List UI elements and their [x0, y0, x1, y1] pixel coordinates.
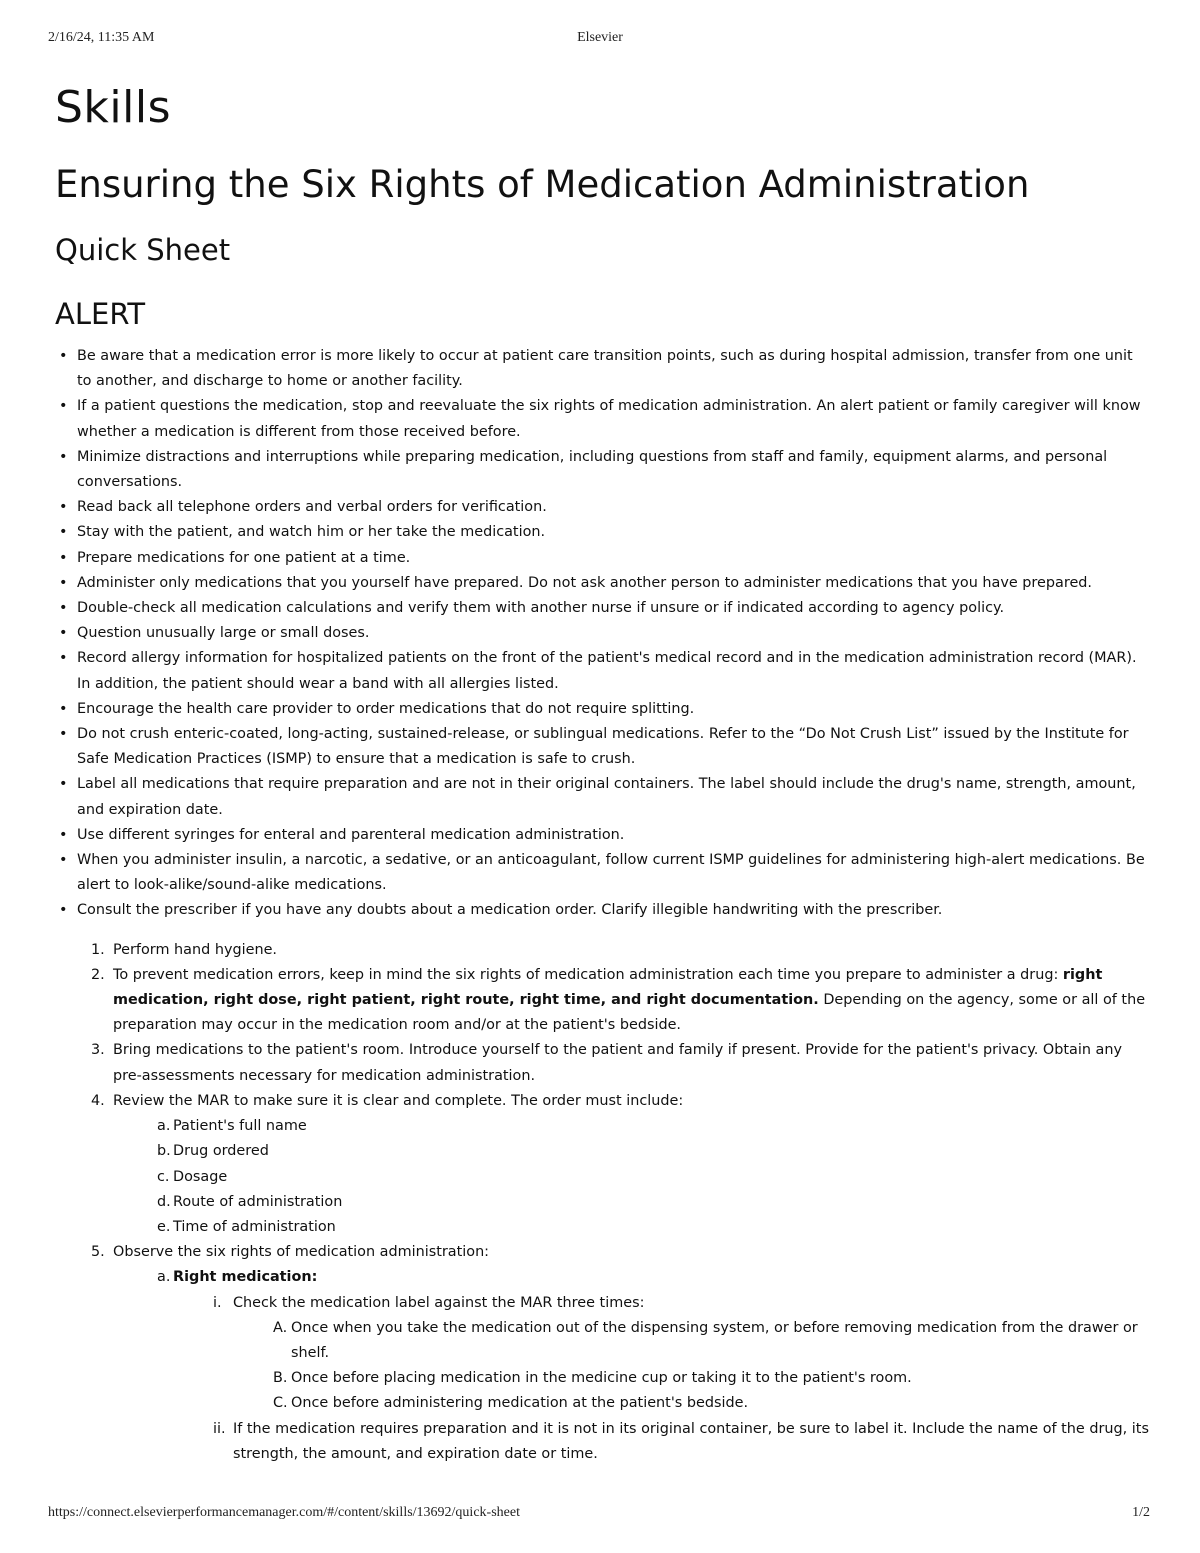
step-number: 5.: [91, 1244, 105, 1261]
step-number: 4.: [91, 1092, 105, 1109]
bullet-icon: •: [59, 776, 68, 793]
bullet-icon: •: [59, 499, 68, 516]
section-heading: Skills: [55, 82, 172, 133]
list-item: A. Once when you take the medication out of the dispensing system, or before removing medication from the drawer or shelf.: [273, 1319, 1138, 1361]
list-item: b. Drug ordered: [157, 1143, 269, 1160]
bullet-icon: •: [59, 574, 68, 591]
list-item: e. Time of administration: [157, 1218, 336, 1235]
bullet-icon: •: [59, 826, 68, 843]
bullet-icon: •: [59, 700, 68, 717]
alert-item: • Do not crush enteric-coated, long-acting, sustained-release, or sublingual medications. Refer to the “Do Not Crush List” issued by the Institute for Safe Medication Practices (ISMP) to ensure that a medication is safe to crush.: [77, 722, 1150, 772]
alert-item: • Read back all telephone orders and verbal orders for verification.: [77, 495, 1150, 520]
alert-item: • Prepare medications for one patient at a time.: [77, 546, 1150, 571]
list-item: i. Check the medication label against the MAR three times: A. Once when you take the medication out of the dispensing system, or before removing medication from the drawer or shelf. B. Once before placing medication in the medicine cup or taking it to the patient's room. C. Once before administering medication at the patient's bedside.: [173, 1291, 1150, 1417]
step-4: [55, 1089, 1150, 1240]
step-text-continued: Depending on the agency, some or all of the preparation may occur in the medication room and/or at the patient's bedside.: [113, 992, 1146, 1034]
bullet-icon: •: [59, 902, 68, 919]
alert-item: • Use different syringes for enteral and parenteral medication administration.: [77, 823, 1150, 848]
page-subtitle: Quick Sheet: [55, 233, 231, 267]
page-url: https://connect.elsevierperformancemanager.com/#/content/skills/13692/quick-sheet: [48, 1505, 520, 1520]
print-datetime: 2/16/24, 11:35 AM: [48, 30, 155, 45]
list-item: C. Once before administering medication at the patient's bedside.: [273, 1395, 749, 1412]
step-5: [55, 1240, 1150, 1467]
alert-item: • Double-check all medication calculations and verify them with another nurse if unsure or if indicated according to agency policy.: [77, 596, 1150, 621]
print-footer: [0, 1505, 1200, 1535]
bullet-icon: •: [59, 726, 68, 743]
bullet-icon: •: [59, 650, 68, 667]
list-item: a. Patient's full name: [157, 1118, 307, 1135]
step-text: Bring medications to the patient's room. Introduce yourself to the patient and family if present. Provide for the patient's privacy. Obtain any pre-assessments necessary for medication administration.: [113, 1042, 1122, 1084]
alert-item: • If a patient questions the medication, stop and reevaluate the six rights of medication administration. An alert patient or family caregiver will know whether a medication is different from those received before.: [77, 394, 1150, 444]
alert-item: • Label all medications that require preparation and are not in their original containers. The label should include the drug's name, strength, amount, and expiration date.: [77, 772, 1150, 822]
alert-item: • Stay with the patient, and watch him or her take the medication.: [77, 520, 1150, 545]
page-number: 1/2: [1132, 1505, 1150, 1520]
step-1: [55, 938, 1150, 963]
step-number: 3.: [91, 1042, 105, 1059]
alert-item: • Encourage the health care provider to order medications that do not require splitting.: [77, 697, 1150, 722]
page-title: Ensuring the Six Rights of Medication Administration: [55, 163, 1030, 206]
step-number: 2.: [91, 966, 105, 983]
alert-item: • Consult the prescriber if you have any doubts about a medication order. Clarify illegible handwriting with the prescriber.: [77, 898, 1150, 923]
bullet-icon: •: [59, 524, 68, 541]
six-rights-emphasis: right medication, right dose, right patient, right route, right time, and right documentation.: [113, 966, 1103, 1009]
list-item: ii. If the medication requires preparation and it is not in its original container, be sure to label it. Include the name of the drug, its strength, the amount, and expiration date or time.: [213, 1420, 1149, 1462]
list-item: d. Route of administration: [157, 1193, 343, 1210]
bullet-icon: •: [59, 348, 68, 364]
bullet-icon: •: [59, 852, 68, 869]
step-2: [55, 963, 1150, 1039]
alert-item: • When you administer insulin, a narcotic, a sedative, or an anticoagulant, follow current ISMP guidelines for administering high-alert medications. Be alert to look-alike/sound-alike medications.: [77, 848, 1150, 898]
alert-list: [55, 344, 1150, 924]
order-requirements: [113, 1114, 1150, 1240]
bullet-icon: •: [59, 600, 68, 617]
alert-heading: ALERT: [55, 297, 146, 331]
alert-item: • Be aware that a medication error is more likely to occur at patient care transition points, such as during hospital admission, transfer from one unit to another, and discharge to home or another facility.: [77, 344, 1150, 394]
bullet-icon: •: [59, 549, 68, 566]
bullet-icon: •: [59, 398, 68, 415]
alert-item: • Administer only medications that you yourself have prepared. Do not ask another person to administer medications that you have prepared.: [77, 571, 1150, 596]
step-number: 1.: [91, 941, 105, 958]
alert-item: • Minimize distractions and interruptions while preparing medication, including questions from staff and family, equipment alarms, and personal conversations.: [77, 445, 1150, 495]
step-text: Review the MAR to make sure it is clear and complete. The order must include:: [113, 1092, 684, 1109]
list-item: c. Dosage: [157, 1168, 228, 1185]
bullet-icon: •: [59, 448, 68, 465]
alert-item: • Record allergy information for hospitalized patients on the front of the patient's medical record and in the medication administration record (MAR). In addition, the patient should wear a band with all allergies listed.: [77, 646, 1150, 696]
label-check-list: [233, 1316, 1150, 1417]
six-rights-list: [113, 1265, 1150, 1467]
page-content: [55, 78, 1150, 1467]
print-site-title: Elsevier: [577, 30, 623, 45]
step-3: [55, 1038, 1150, 1088]
right-medication-steps: [173, 1291, 1150, 1467]
procedure-steps: [55, 938, 1150, 1467]
print-header: [0, 0, 1200, 60]
right-medication: a. Right medication: i. Check the medication label against the MAR three times: A. Once when you take the medication out of the dispensing system, or before removing medication from the drawer or shelf. B. Once before placing medication in the medicine cup or taking it to the patient's room. C. Once before administering medication at the patient's bedside. ii. If the medication requires preparation and it is not in its original container, be sure to label it. Include the name of the drug, its strength, the amount, and expiration date or time.: [113, 1265, 1150, 1467]
step-text: Perform hand hygiene.: [113, 941, 278, 958]
step-text: To prevent medication errors, keep in mind the six rights of medication administration each time you prepare to administer a drug:: [113, 966, 1063, 983]
list-item: B. Once before placing medication in the medicine cup or taking it to the patient's room.: [273, 1370, 912, 1387]
step-text: Observe the six rights of medication administration:: [113, 1244, 490, 1261]
right-medication-label: Right medication:: [173, 1269, 318, 1286]
bullet-icon: •: [59, 625, 68, 642]
alert-item: • Question unusually large or small doses.: [77, 621, 1150, 646]
